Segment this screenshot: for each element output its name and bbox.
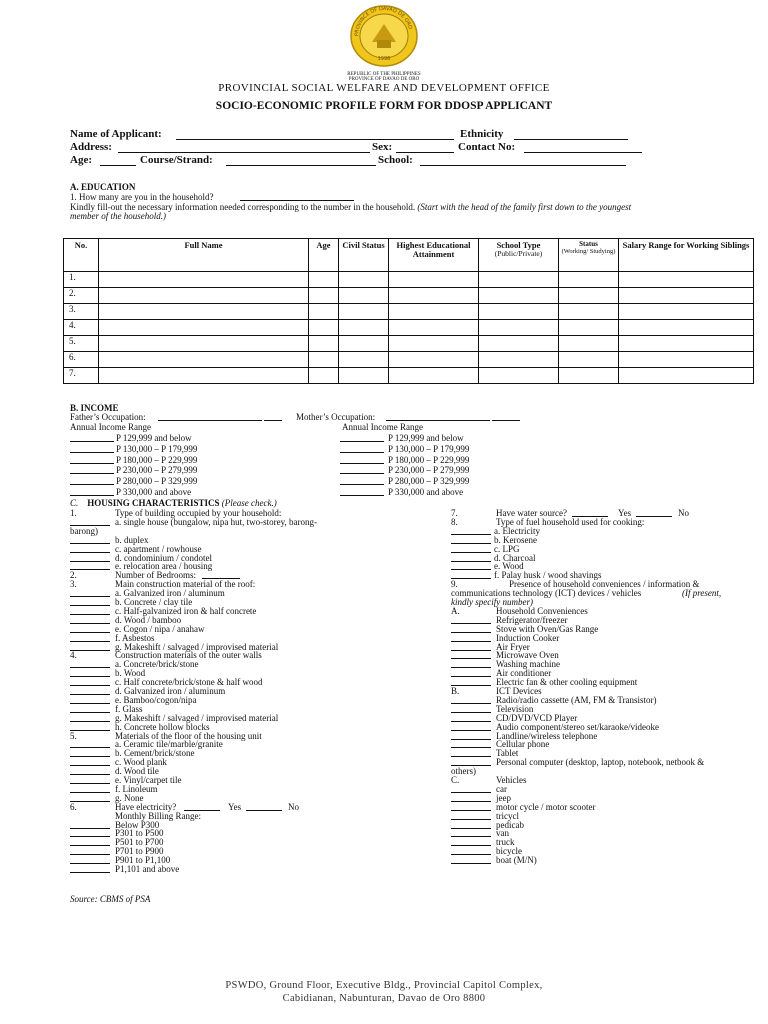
household-convenience-option: Induction Cooker [496,632,560,643]
ethnicity-label: Ethnicity [460,128,504,140]
table-cell[interactable] [479,336,559,352]
ict-device-option: Cellular phone [496,739,550,750]
table-row [64,352,754,368]
household-count-line[interactable] [240,200,354,201]
billing-range-option: P901 to P1,100 [115,855,171,866]
mother-income-blank[interactable] [340,452,384,453]
father-income-blank[interactable] [70,441,114,442]
wall-material-option: g. Makeshift / salvaged / improvised material [115,712,279,723]
fuel-type-option: b. Kerosene [494,534,537,545]
applicant-name-label: Name of Applicant: [70,128,162,140]
source-note: Source: CBMS of PSA [70,894,151,904]
billing-range-blank[interactable] [70,836,110,837]
table-cell[interactable] [309,352,339,368]
vehicle-blank[interactable] [451,836,491,837]
household-convenience-blank[interactable] [451,667,491,668]
address-line[interactable] [118,152,370,153]
vehicle-blank[interactable] [451,828,491,829]
education-instruction: Kindly fill-out the necessary information needed corresponding to the number in the household. (Start with the head of the family first down to the youngest [70,202,632,212]
mother-income-option: P 280,000 – P 329,999 [388,476,470,487]
ict-device-blank[interactable] [451,730,491,731]
father-income-option: P 280,000 – P 329,999 [116,476,198,487]
question-number: 6. [70,801,77,812]
table-cell[interactable] [99,320,309,336]
billing-range-option: P1,101 and above [115,864,180,874]
course-line[interactable] [226,165,376,166]
billing-range-option: P501 to P700 [115,837,164,848]
roof-material-blank[interactable] [70,641,110,642]
household-table [63,238,754,384]
household-count-question: 1. How many are you in the household? [70,192,214,202]
father-income-blank[interactable] [70,484,114,485]
roof-material-blank[interactable] [70,605,110,606]
father-income-option: P 230,000 – P 279,999 [116,465,198,476]
vehicle-option: pedicab [496,819,524,830]
household-convenience-option: Refrigerator/freezer [496,614,568,625]
row-number: 4. [64,320,99,336]
fuel-type-blank[interactable] [451,569,491,570]
table-row [64,336,754,352]
walls-question: Construction materials of the outer walls [115,650,262,661]
col-highest-education: Highest Educational Attainment [389,239,479,272]
vehicles-heading: Vehicles [496,775,527,785]
ict-device-blank[interactable] [451,739,491,740]
question-number: 8. [451,516,458,527]
mother-income-blank[interactable] [340,484,384,485]
form-title: SOCIO-ECONOMIC PROFILE FORM FOR DDOSP APPLICANT [215,100,553,112]
ict-device-option: Personal computer (desktop, laptop, notebook, netbook & [496,757,705,768]
table-cell[interactable] [99,304,309,320]
vehicle-option: van [496,828,509,839]
ict-device-option: Landline/wireless telephone [496,730,598,741]
table-cell[interactable] [619,352,754,368]
age-line[interactable] [100,165,136,166]
ict-device-option: Television [496,703,534,714]
group-letter: A. [451,605,460,616]
mother-income-option: P 180,000 – P 229,999 [388,454,470,465]
billing-range-blank[interactable] [70,845,110,846]
education-instruction-cont: member of the household.) [70,211,166,221]
conveniences-question: Presence of household conveniences / information & [509,579,700,590]
father-income-option: P 330,000 and above [116,487,192,497]
household-convenience-blank[interactable] [451,650,491,651]
table-cell[interactable] [339,368,389,384]
fuel-question: Type of fuel household used for cooking: [496,516,645,527]
vehicle-option: car [496,783,507,794]
roof-material-blank[interactable] [70,623,110,624]
question-number: 5. [70,730,77,741]
father-income-option: P 130,000 – P 179,999 [116,443,198,454]
water-no-label: No [678,508,689,518]
fuel-type-option: a. Electricity [494,525,540,536]
floor-material-option: a. Ceramic tile/marble/granite [115,739,223,750]
household-convenience-blank[interactable] [451,658,491,659]
floor-material-blank[interactable] [70,765,110,766]
wall-material-option: d. Galvanized iron / aluminum [115,686,226,696]
ict-devices-heading: ICT Devices [496,686,542,696]
ict-device-blank[interactable] [451,756,491,757]
course-label: Course/Strand: [140,154,213,166]
table-cell[interactable] [619,288,754,304]
table-row [64,272,754,288]
table-cell[interactable] [389,288,479,304]
table-cell[interactable] [389,272,479,288]
billing-range-option: P301 to P500 [115,828,164,839]
roof-material-option: f. Asbestos [115,632,155,643]
fuel-type-option: f. Palay husk / wood shavings [494,570,602,581]
table-cell[interactable] [479,288,559,304]
seal-text: PROVINCE OF DAVAO DE ORO [353,5,414,37]
table-cell[interactable] [619,368,754,384]
roof-material-option: c. Half-galvanized iron & half concrete [115,605,257,616]
building-type-option: a. single house (bungalow, nipa hut, two-storey, barong- [115,516,318,527]
ict-device-option: Radio/radio cassette (AM, FM & Transistor) [496,694,657,705]
question-number: 1. [70,508,77,518]
wall-material-option: a. Concrete/brick/stone [115,659,199,670]
roof-material-option: e. Cogon / nipa / anahaw [115,623,205,634]
table-cell[interactable] [339,304,389,320]
bedrooms-question: Number of Bedrooms: [115,570,196,581]
mother-income-option: P 129,999 and below [388,433,464,443]
building-type-option: d. condominium / condotel [115,552,212,563]
floor-material-blank[interactable] [70,747,110,748]
table-cell[interactable] [339,288,389,304]
republic-label: REPUBLIC OF THE PHILIPPINES [347,72,421,77]
income-heading: B. INCOME [70,403,119,413]
ict-device-option: Tablet [496,748,519,759]
province-label: PROVINCE OF DAVAO DE ORO [348,77,420,82]
footer-address-line-2: Cabidianan, Nabunturan, Davao de Oro 8800 [282,993,486,1004]
billing-range-blank[interactable] [70,863,110,864]
father-income-option: P 180,000 – P 229,999 [116,454,198,465]
water-yes-label: Yes [618,508,632,518]
col-status: Status (Working/ Studying) [559,239,619,272]
school-label: School: [378,154,413,166]
floor-question: Materials of the floor of the housing unit [115,730,262,741]
ict-device-blank[interactable] [451,712,491,713]
mother-occupation-line[interactable] [386,420,490,421]
row-number: 5. [64,336,99,352]
row-number: 2. [64,288,99,304]
table-cell[interactable] [339,320,389,336]
vehicle-blank[interactable] [451,845,491,846]
conveniences-note-cont: kindly specify number) [451,597,533,607]
table-cell[interactable] [339,336,389,352]
vehicle-option: truck [496,837,515,848]
building-type-question: Type of building occupied by your household: [115,508,282,518]
floor-material-option: b. Cement/brick/stone [115,748,195,759]
floor-material-blank[interactable] [70,792,110,793]
table-cell[interactable] [559,336,619,352]
floor-material-blank[interactable] [70,783,110,784]
table-row [64,288,754,304]
col-school-type: School Type (Public/Private) [479,239,559,272]
water-question: Have water source? [496,508,567,518]
conveniences-note: (If present, [682,588,722,599]
mother-income-blank[interactable] [340,463,384,464]
question-number: 4. [70,650,77,661]
ict-device-blank[interactable] [451,703,491,704]
seal-year: 1998 [377,56,391,62]
table-cell[interactable] [559,304,619,320]
father-occupation-line[interactable] [158,420,262,421]
billing-range-blank[interactable] [70,872,110,873]
table-cell[interactable] [389,368,479,384]
billing-range-option: P701 to P900 [115,846,164,857]
mother-income-blank[interactable] [340,473,384,474]
wall-material-option: e. Bamboo/cogon/nipa [115,694,197,705]
vehicle-option: tricycl [496,810,519,821]
roof-material-blank[interactable] [70,632,110,633]
education-heading: A. EDUCATION [70,182,136,192]
table-row [64,304,754,320]
mother-income-option: P 130,000 – P 179,999 [388,443,470,454]
building-type-blank[interactable] [70,543,110,544]
vehicle-option: motor cycle / motor scooter [496,801,596,812]
table-cell[interactable] [99,288,309,304]
wall-material-blank[interactable] [70,667,110,668]
floor-material-option: e. Vinyl/carpet tile [115,775,182,785]
electricity-yes-label: Yes [228,801,242,812]
roof-material-option: a. Galvanized iron / aluminum [115,588,225,599]
table-cell[interactable] [309,288,339,304]
ict-device-option: CD/DVD/VCD Player [496,712,578,723]
billing-range-label: Monthly Billing Range: [115,810,202,821]
footer-address-line-1: PSWDO, Ground Floor, Executive Bldg., Provincial Capitol Complex, [225,980,543,991]
fuel-type-blank[interactable] [451,561,491,562]
table-cell[interactable] [309,336,339,352]
col-no: No. [64,239,99,272]
floor-material-option: c. Wood plank [115,757,167,768]
wall-material-blank[interactable] [70,694,110,695]
table-cell[interactable] [619,336,754,352]
mother-income-range-label: Annual Income Range [342,422,423,432]
wall-material-option: h. Concrete hollow blocks [115,721,210,732]
col-salary-range: Salary Range for Working Siblings [619,239,754,272]
sex-line[interactable] [396,152,454,153]
fuel-type-option: d. Charcoal [494,552,536,563]
mother-income-blank[interactable] [340,441,384,442]
wall-material-option: c. Half concrete/brick/stone & half wood [115,677,263,688]
household-convenience-option: Stove with Oven/Gas Range [496,623,599,634]
table-cell[interactable] [619,304,754,320]
housing-heading: C. HOUSING CHARACTERISTICS (Please check.) [70,498,277,508]
col-civil-status: Civil Status [339,239,389,272]
mother-occupation-label: Mother’s Occupation: [296,412,376,422]
father-occupation-line-2[interactable] [264,420,282,421]
contact-line[interactable] [524,152,642,153]
ict-device-option-cont: others) [451,766,476,777]
table-cell[interactable] [389,336,479,352]
row-number: 3. [64,304,99,320]
col-age: Age [309,239,339,272]
electricity-no-label: No [288,801,299,812]
table-cell[interactable] [99,352,309,368]
table-cell[interactable] [479,304,559,320]
building-type-option: c. apartment / rowhouse [115,543,202,554]
building-type-blank[interactable] [70,561,110,562]
vehicle-option: bicycle [496,846,522,857]
wall-material-blank[interactable] [70,712,110,713]
table-cell[interactable] [99,336,309,352]
wall-material-option: b. Wood [115,668,146,679]
question-number: 2. [70,570,77,581]
table-cell[interactable] [309,368,339,384]
table-cell[interactable] [619,320,754,336]
ict-device-option: Audio component/stereo set/karaoke/videoke [496,721,659,732]
table-cell[interactable] [479,352,559,368]
table-cell[interactable] [479,320,559,336]
floor-material-blank[interactable] [70,756,110,757]
building-type-blank[interactable] [70,552,110,553]
household-convenience-blank[interactable] [451,641,491,642]
table-cell[interactable] [389,304,479,320]
ethnicity-line[interactable] [514,139,628,140]
ict-device-blank[interactable] [451,747,491,748]
roof-material-blank[interactable] [70,614,110,615]
vehicle-blank[interactable] [451,810,491,811]
roof-material-option: b. Concrete / clay tile [115,597,193,607]
age-label: Age: [70,154,92,166]
household-convenience-blank[interactable] [451,676,491,677]
electricity-question: Have electricity? [115,801,177,812]
row-number: 7. [64,368,99,384]
table-cell[interactable] [309,272,339,288]
household-convenience-option: Electric fan & other cooling equipment [496,677,638,688]
wall-material-blank[interactable] [70,703,110,704]
question-number: 3. [70,579,77,590]
col-full-name: Full Name [99,239,309,272]
table-cell[interactable] [309,320,339,336]
floor-material-option: g. None [115,792,144,803]
roof-material-blank[interactable] [70,596,110,597]
billing-range-blank[interactable] [70,854,110,855]
billing-range-blank[interactable] [70,828,110,829]
mother-income-blank[interactable] [340,495,384,496]
table-cell[interactable] [559,288,619,304]
wall-material-option: f. Glass [115,703,143,714]
father-income-option: P 129,999 and below [116,433,192,443]
floor-material-option: f. Linoleum [115,783,158,794]
building-type-option: b. duplex [115,534,149,545]
household-convenience-option: Washing machine [496,659,561,670]
vehicle-blank[interactable] [451,819,491,820]
table-cell[interactable] [559,352,619,368]
table-cell[interactable] [559,272,619,288]
mother-income-option: P 230,000 – P 279,999 [388,465,470,476]
sex-label: Sex: [372,141,393,153]
electricity-no-blank[interactable] [246,810,282,811]
household-convenience-option: Air conditioner [496,668,552,679]
roof-material-option: d. Wood / bamboo [115,614,182,625]
table-cell[interactable] [479,272,559,288]
billing-range-option: Below P300 [115,819,160,830]
address-label: Address: [70,141,112,153]
group-letter: B. [451,686,460,696]
father-income-range-label: Annual Income Range [70,422,151,432]
contact-label: Contact No: [458,141,516,153]
father-income-blank[interactable] [70,473,114,474]
vehicle-option: boat (M/N) [496,855,537,866]
row-number: 1. [64,272,99,288]
table-cell[interactable] [99,272,309,288]
fuel-type-blank[interactable] [451,534,491,535]
wall-material-blank[interactable] [70,676,110,677]
office-name: PROVINCIAL SOCIAL WELFARE AND DEVELOPMENT OFFICE [218,82,550,94]
building-type-option: e. relocation area / housing [115,561,213,572]
floor-material-option: d. Wood tile [115,766,159,777]
school-line[interactable] [420,165,626,166]
roof-question: Main construction material of the roof: [115,579,256,590]
question-number: 7. [451,508,458,518]
father-income-blank[interactable] [70,452,114,453]
table-cell[interactable] [389,320,479,336]
table-cell[interactable] [559,320,619,336]
table-row [64,368,754,384]
household-convenience-blank[interactable] [451,623,491,624]
vehicle-blank[interactable] [451,792,491,793]
fuel-type-blank[interactable] [451,552,491,553]
vehicle-option: jeep [496,792,511,803]
table-cell[interactable] [619,272,754,288]
household-conveniences-heading: Household Conveniences [496,605,588,616]
table-cell[interactable] [479,368,559,384]
mother-occupation-line-2[interactable] [492,420,520,421]
wall-material-blank[interactable] [70,721,110,722]
table-cell[interactable] [339,272,389,288]
applicant-name-line[interactable] [176,139,454,140]
floor-material-blank[interactable] [70,774,110,775]
wall-material-blank[interactable] [70,685,110,686]
ict-device-blank[interactable] [451,721,491,722]
father-occupation-label: Father’s Occupation: [70,412,146,422]
table-row [64,320,754,336]
household-convenience-option: Microwave Oven [496,650,559,661]
fuel-type-option: e. Wood [494,561,524,572]
fuel-type-blank[interactable] [451,543,491,544]
mother-income-option: P 330,000 and above [388,487,464,497]
fuel-type-option: c. LPG [494,543,520,554]
father-income-blank[interactable] [70,463,114,464]
vehicle-blank[interactable] [451,854,491,855]
vehicle-blank[interactable] [451,801,491,802]
household-convenience-blank[interactable] [451,632,491,633]
row-number: 6. [64,352,99,368]
conveniences-question-cont: communications technology (ICT) devices / vehicles [451,588,642,599]
table-cell[interactable] [389,352,479,368]
question-number: 9. [451,579,458,590]
roof-material-option: g. Makeshift / salvaged / improvised material [115,641,279,652]
building-type-option-cont: barong) [70,525,98,536]
provincial-seal-logo [344,4,424,68]
household-convenience-option: Air Fryer [496,641,530,652]
vehicle-blank[interactable] [451,863,491,864]
table-cell[interactable] [559,368,619,384]
table-cell[interactable] [339,352,389,368]
group-letter: C. [451,775,460,785]
table-cell[interactable] [309,304,339,320]
table-cell[interactable] [99,368,309,384]
father-income-blank[interactable] [70,495,114,496]
